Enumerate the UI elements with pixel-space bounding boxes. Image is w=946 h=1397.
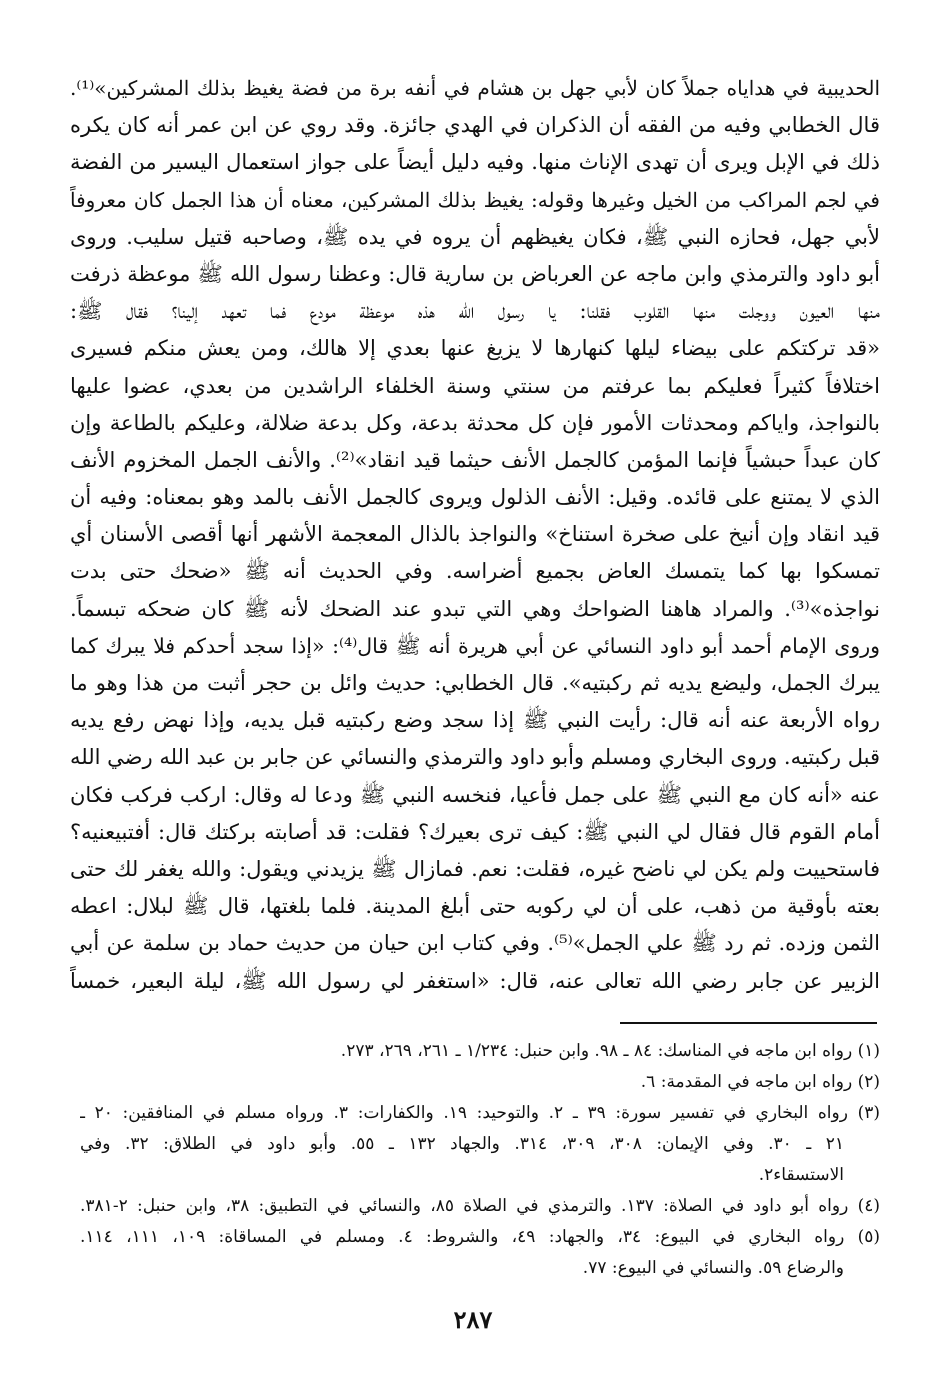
text-line: بالنواجذ، واياكم ومحدثات الأمور فإن كل محدثة بدعة، وكل بدعة ضلالة، وعليكم بالطاعة وإن [70, 410, 880, 435]
text-line: فاستحييت ولم يكن لي ناضح غيره، فقلت: نعم. فمازال ﷺ يزيدني ويقول: والله يغفر لك حتى [70, 856, 880, 881]
footnote-line: ٢١ ـ ٣٠. وفي الإيمان: ٣٠٨، ٣٠٩، ٣١٤. والجهاد ١٣٢ ـ ٥٥. وأبو داود في الطلاق: ٣٢. وفي [80, 1134, 844, 1154]
main-text [70, 70, 880, 1000]
text-line: الزبير عن جابر رضي الله تعالى عنه، قال: «استغفر لي رسول الله ﷺ، ليلة البعير، خمساً [70, 968, 880, 993]
text-line: كان عبداً حبشياً فإنما المؤمن كالجمل الأنف حيثما قيد انقاد»⁽²⁾. والأنف الجمل المخزوم الأنف [70, 447, 880, 472]
footnote-line: الاستسقاء٢. [758, 1165, 844, 1185]
text-line: لأبي جهل، فحازه النبي ﷺ، فكان يغيظهم أن يروه في يده ﷺ، وصاحبه قتيل سليب. وروى [70, 224, 880, 249]
text-line: رواه الأربعة عنه أنه قال: رأيت النبي ﷺ إذا سجد وضع ركبتيه قبل يديه، وإذا نهض رفع يديه [70, 708, 880, 733]
text-line: قال الخطابي وفيه من الفقه أن الذكران في الهدي جائزة. وقد روي عن ابن عمر أنه كان يكره [70, 113, 880, 138]
footnote-line: (٥) رواه البخاري في البيوع: ٣٤، والجهاد: ٤٩، والشروط: ٤. ومسلم في المساقاة: ١٠٩، ١١١، ١١٤. [80, 1227, 880, 1247]
text-line: الحديبية في هداياه جملاً كان لأبي جهل بن هشام في أنفه برة من فضة يغيظ بذلك المشركين»⁽¹⁾. [70, 76, 880, 100]
footnote-separator [620, 1022, 877, 1024]
text-line: بعته بأوقية من ذهب، على أن لي ركوبه حتى أبلغ المدينة. فلما بلغتها، قال ﷺ لبلال: اعطه [70, 894, 880, 919]
footnote-line: (١) رواه ابن ماجه في المناسك: ٨٤ ـ ٩٨. وابن حنبل: ١/٢٣٤ ـ ٢٦١، ٢٦٩، ٢٧٣. [340, 1041, 880, 1061]
footnote-line: والرضاع ٥٩. والنسائي في البيوع: ٧٧. [582, 1258, 844, 1278]
text-line: منها العيون ووجلت منها القلوب فقلنا: يا رسول الله هذه موعظة مودع فما تعهد إلينا؟ فقال ﷺ: [70, 299, 880, 324]
footnote-line: (٢) رواه ابن ماجه في المقدمة: ٦. [640, 1072, 880, 1092]
text-line: وروى الإمام أحمد أبو داود النسائي عن أبي هريرة أنه ﷺ قال⁽⁴⁾: «إذا سجد أحدكم فلا يبرك كما [70, 633, 880, 658]
text-line: تمسكوا بها كما يتمسك العاض بجميع أضراسه. وفي الحديث أنه ﷺ «ضحك حتى بدت [70, 559, 880, 584]
text-line: الذي لا يمتنع على قائده. وقيل: الأنف الذلول ويروى كالجمل الأنف بالمد وهو بمعناه: وفيه أن [70, 485, 880, 510]
text-line: اختلافاً كثيراً فعليكم بما عرفتم من سنتي وسنة الخلفاء الراشدين من بعدي، عضوا عليها [70, 373, 880, 398]
text-line: قيد انقاد وإن أنيخ على صخرة استناخ» والنواجذ بالذال المعجمة الأشهر أنها أقصى الأسنان أي [70, 522, 880, 547]
page-number: ٢٨٧ [453, 1305, 493, 1334]
footnote-line: (٣) رواه البخاري في تفسير سورة: ٣٩ ـ ٢. والتوحيد: ١٩. والكفارات: ٣. ورواه مسلم في المنافقين: ٢٠ ـ [80, 1103, 880, 1123]
text-line: الثمن وزده. ثم رد ﷺ علي الجمل»⁽⁵⁾. وفي كتاب ابن حيان من حديث حماد بن سلمة عن أبي [70, 931, 880, 956]
text-line: «قد تركتكم على بيضاء ليلها كنهارها لا يزيغ عنها بعدي إلا هالك، ومن يعش منكم فسيرى [70, 336, 880, 361]
footnote-line: (٤) رواه أبو داود في الصلاة: ١٣٧. والترمذي في الصلاة ٨٥، والنسائي في التطبيق: ٣٨، وابن حنبل: ٢-٣٨١. [80, 1196, 880, 1216]
text-line: أمام القوم قال فقال لي النبي ﷺ: كيف ترى بعيرك؟ فقلت: قد أصابته بركتك قال: أفتبيعنيه؟ [70, 819, 880, 844]
text-line: في لجم المراكب من الخيل وغيرها وقوله: يغيظ بذلك المشركين، معناه أن هذا الجمل كان معروفاً [70, 187, 880, 212]
footnotes [80, 1036, 880, 1284]
text-line: قبل ركبتيه. وروى البخاري ومسلم وأبو داود والترمذي والنسائي عن جابر بن عبد الله رضي الله [70, 745, 880, 770]
text-line: عنه «أنه كان مع النبي ﷺ على جمل فأعيا، فنخسه النبي ﷺ ودعا له وقال: اركب فركب فكان [70, 782, 880, 807]
text-line: أبو داود والترمذي وابن ماجه عن العرباض بن سارية قال: وعظنا رسول الله ﷺ موعظة ذرفت [70, 261, 880, 286]
text-line: ذلك في الإبل ويرى أن تهدى الإناث منها. وفيه دليل أيضاً على جواز استعمال اليسير من الفضة [70, 150, 880, 175]
text-line: يبرك الجمل، وليضع يديه ثم ركبتيه». قال الخطابي: حديث وائل بن حجر أثبت من هذا وهو ما [70, 671, 880, 695]
text-line: نواجذه»⁽³⁾. والمراد هاهنا الضواحك وهي التي تبدو عند الضحك لأنه ﷺ كان ضحكه تبسماً. [70, 596, 880, 621]
